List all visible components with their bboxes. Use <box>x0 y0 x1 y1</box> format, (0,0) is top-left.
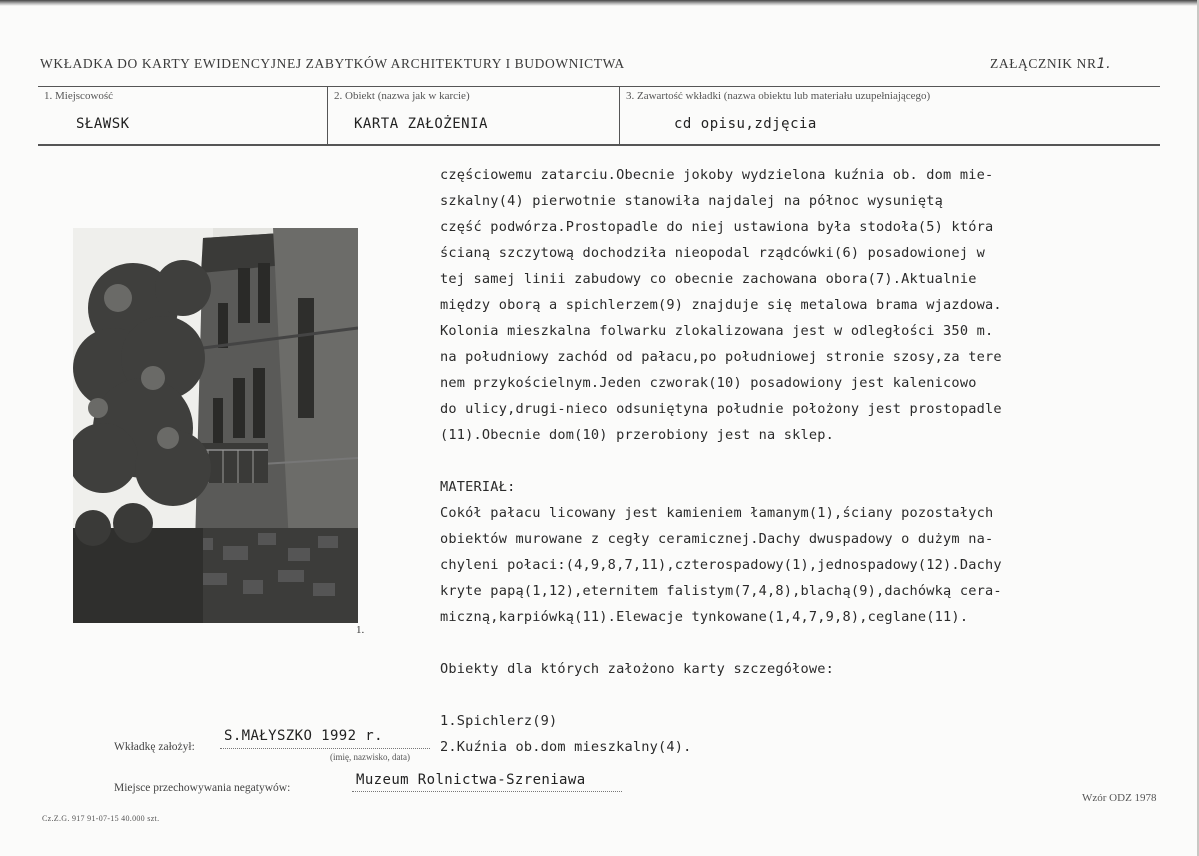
field-value-object: KARTA ZAŁOŻENIA <box>354 116 488 132</box>
field-divider-2 <box>619 86 620 145</box>
header-rule-bottom <box>38 144 1160 146</box>
field-label-object: 2. Obiekt (nazwa jak w karcie) <box>334 90 470 102</box>
description-line: część podwórza.Prostopadle do niej ustawiona była stodoła(5) która <box>440 219 994 235</box>
print-info: Cz.Z.G. 917 91-07-15 40.000 szt. <box>42 814 160 823</box>
scan-top-edge <box>0 0 1199 6</box>
material-heading: MATERIAŁ: <box>440 479 516 495</box>
storage-value: Muzeum Rolnictwa-Szreniawa <box>356 772 586 788</box>
field-value-contents: cd opisu,zdjęcia <box>674 116 817 132</box>
detail-cards-heading: Obiekty dla których założono karty szczegółowe: <box>440 661 835 677</box>
description-line: do ulicy,drugi-nieco odsuniętyna południe położony jest prostopadle <box>440 401 1002 417</box>
photo-caption: 1. <box>356 624 365 636</box>
description-line: Kolonia mieszkalna folwarku zlokalizowana jest w odległości 350 m. <box>440 323 994 339</box>
material-line: kryte papą(1,12),eternitem falistym(7,4,8),blachą(9),dachówką cera- <box>440 583 1002 599</box>
field-value-locality: SŁAWSK <box>76 116 130 132</box>
description-line: (11).Obecnie dom(10) przerobiony jest na sklep. <box>440 427 835 443</box>
description-line: na południowy zachód od pałacu,po południowej stronie szosy,za tere <box>440 349 1002 365</box>
detail-card-item: 1.Spichlerz(9) <box>440 713 558 729</box>
storage-label: Miejsce przechowywania negatywów: <box>114 782 291 794</box>
material-line: chyleni połaci:(4,9,8,7,11),czterospadowy(1),jednospadowy(12).Dachy <box>440 557 1002 573</box>
description-line: tej samej linii zabudowy co obecnie zachowana obora(7).Aktualnie <box>440 271 977 287</box>
description-line: częściowemu zatarciu.Obecnie jokoby wydzielona kuźnia ob. dom mie- <box>440 167 994 183</box>
material-line: miczną,karpiówką(11).Elewacje tynkowane(1,4,7,9,8),ceglane(11). <box>440 609 969 625</box>
field-divider-1 <box>327 86 328 145</box>
header-rule-top <box>38 86 1160 87</box>
storage-dotline <box>352 791 622 792</box>
form-title: WKŁADKA DO KARTY EWIDENCYJNEJ ZABYTKÓW ARCHITEKTURY I BUDOWNICTWA <box>40 56 625 71</box>
annex-number-value: 1. <box>1096 56 1112 72</box>
description-line: między oborą a spichlerzem(9) znajduje się metalowa brama wjazdowa. <box>440 297 1002 313</box>
description-line: szkalny(4) pierwotnie stanowiła najdalej na północ wysuniętą <box>440 193 944 209</box>
palace-photo <box>73 228 358 623</box>
author-label: Wkładkę założył: <box>114 741 195 753</box>
field-label-locality: 1. Miejscowość <box>44 90 114 102</box>
field-label-contents: 3. Zawartość wkładki (nazwa obiektu lub materiału uzupełniającego) <box>626 90 931 102</box>
description-line: nem przykościelnym.Jeden czworak(10) posadowiony jest kalenicowo <box>440 375 977 391</box>
author-value: S.MAŁYSZKO 1992 r. <box>224 728 383 744</box>
author-dotline <box>220 748 430 749</box>
material-line: obiektów murowane z cegły ceramicznej.Dachy dwuspadowy o dużym na- <box>440 531 994 547</box>
author-sub-note: (imię, nazwisko, data) <box>330 752 410 762</box>
annex-label: ZAŁĄCZNIK NR <box>990 56 1097 71</box>
form-template-info: Wzór ODZ 1978 <box>1082 792 1157 804</box>
description-text <box>440 162 1140 760</box>
description-line: ścianą szczytową dochodziła nieopodal rządcówki(6) posadowionej w <box>440 245 985 261</box>
material-line: Cokół pałacu licowany jest kamieniem łamanym(1),ściany pozostałych <box>440 505 994 521</box>
annex-number <box>990 56 1111 72</box>
detail-card-item: 2.Kuźnia ob.dom mieszkalny(4). <box>440 739 692 755</box>
